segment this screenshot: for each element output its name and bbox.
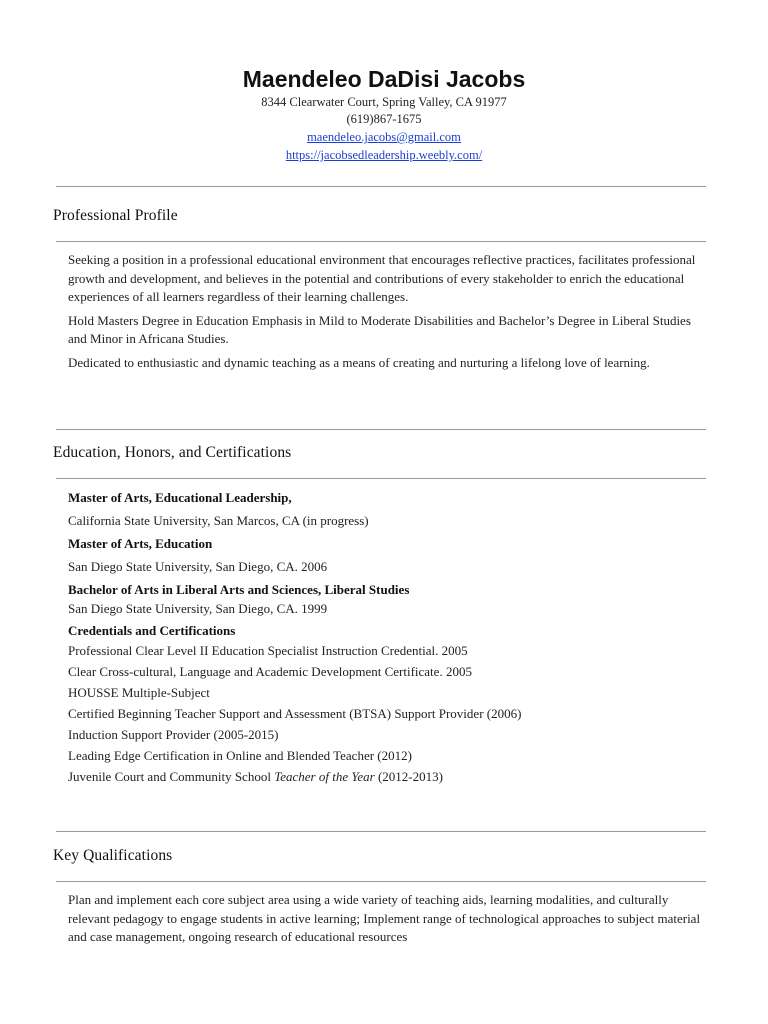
award-years: (2012-2013) [374,769,443,784]
profile-paragraph: Hold Masters Degree in Education Emphasis in Mild to Moderate Disabilities and Bachelor’s Degree in Liberal Studies and Minor in Africana Studies. [68,312,691,346]
award-title: Teacher of the Year [274,769,375,784]
award-prefix: Juvenile Court and Community School [68,769,275,784]
resume-header [0,64,768,164]
divider [56,429,706,430]
degree-detail: San Diego State University, San Diego, CA. 2006 [68,559,328,574]
address: 8344 Clearwater Court, Spring Valley, CA 91977 [261,95,507,109]
credentials-heading: Credentials and Certifications [68,623,236,638]
award-item [68,766,710,787]
credential-item: Leading Edge Certification in Online and Blended Teacher (2012) [68,748,412,763]
website-link[interactable]: https://jacobsedleadership.weebly.com/ [285,148,483,162]
phone-number: (619)867-1675 [346,112,422,126]
credential-item: HOUSSE Multiple-Subject [68,685,210,700]
profile-paragraph: Dedicated to enthusiastic and dynamic teaching as a means of creating and nurturing a lifelong love of learning. [68,354,650,370]
credential-item: Clear Cross-cultural, Language and Academic Development Certificate. 2005 [68,664,472,679]
section-title-qualifications: Key Qualifications [53,847,173,864]
degree-detail: San Diego State University, San Diego, CA. 1999 [68,601,328,616]
degree-detail: California State University, San Marcos, CA (in progress) [68,513,369,528]
qualifications-paragraph: Plan and implement each core subject area using a wide variety of teaching aids, learning modalities, and culturally relevant pedagogy to engage students in active learning; Implement range of technological approaches to subject material and case management, ongoing research of educational resources [68,892,701,944]
section-title-profile: Professional Profile [53,207,178,224]
divider [56,478,706,479]
degree-title: Master of Arts, Education [68,536,213,551]
divider [56,241,706,242]
divider [56,881,706,882]
section-title-education: Education, Honors, and Certifications [53,444,292,461]
credential-item: Professional Clear Level II Education Specialist Instruction Credential. 2005 [68,643,468,658]
profile-paragraph: Seeking a position in a professional educational environment that encourages reflective practices, facilitates professional growth and development, and believes in the potential and contributions of every stakeholder to enrich the educational experiences of all learners regardless of their learning challenges. [68,252,696,304]
divider [56,186,706,187]
credential-item: Induction Support Provider (2005-2015) [68,727,279,742]
education-body [68,488,710,787]
qualifications-body [68,891,710,952]
degree-title: Master of Arts, Educational Leadership, [68,490,292,505]
divider [56,831,706,832]
credential-item: Certified Beginning Teacher Support and Assessment (BTSA) Support Provider (2006) [68,706,522,721]
profile-body [68,251,710,377]
email-link[interactable]: maendeleo.jacobs@gmail.com [307,130,461,144]
degree-title: Bachelor of Arts in Liberal Arts and Sciences, Liberal Studies [68,582,410,597]
candidate-name: Maendeleo DaDisi Jacobs [242,66,526,92]
